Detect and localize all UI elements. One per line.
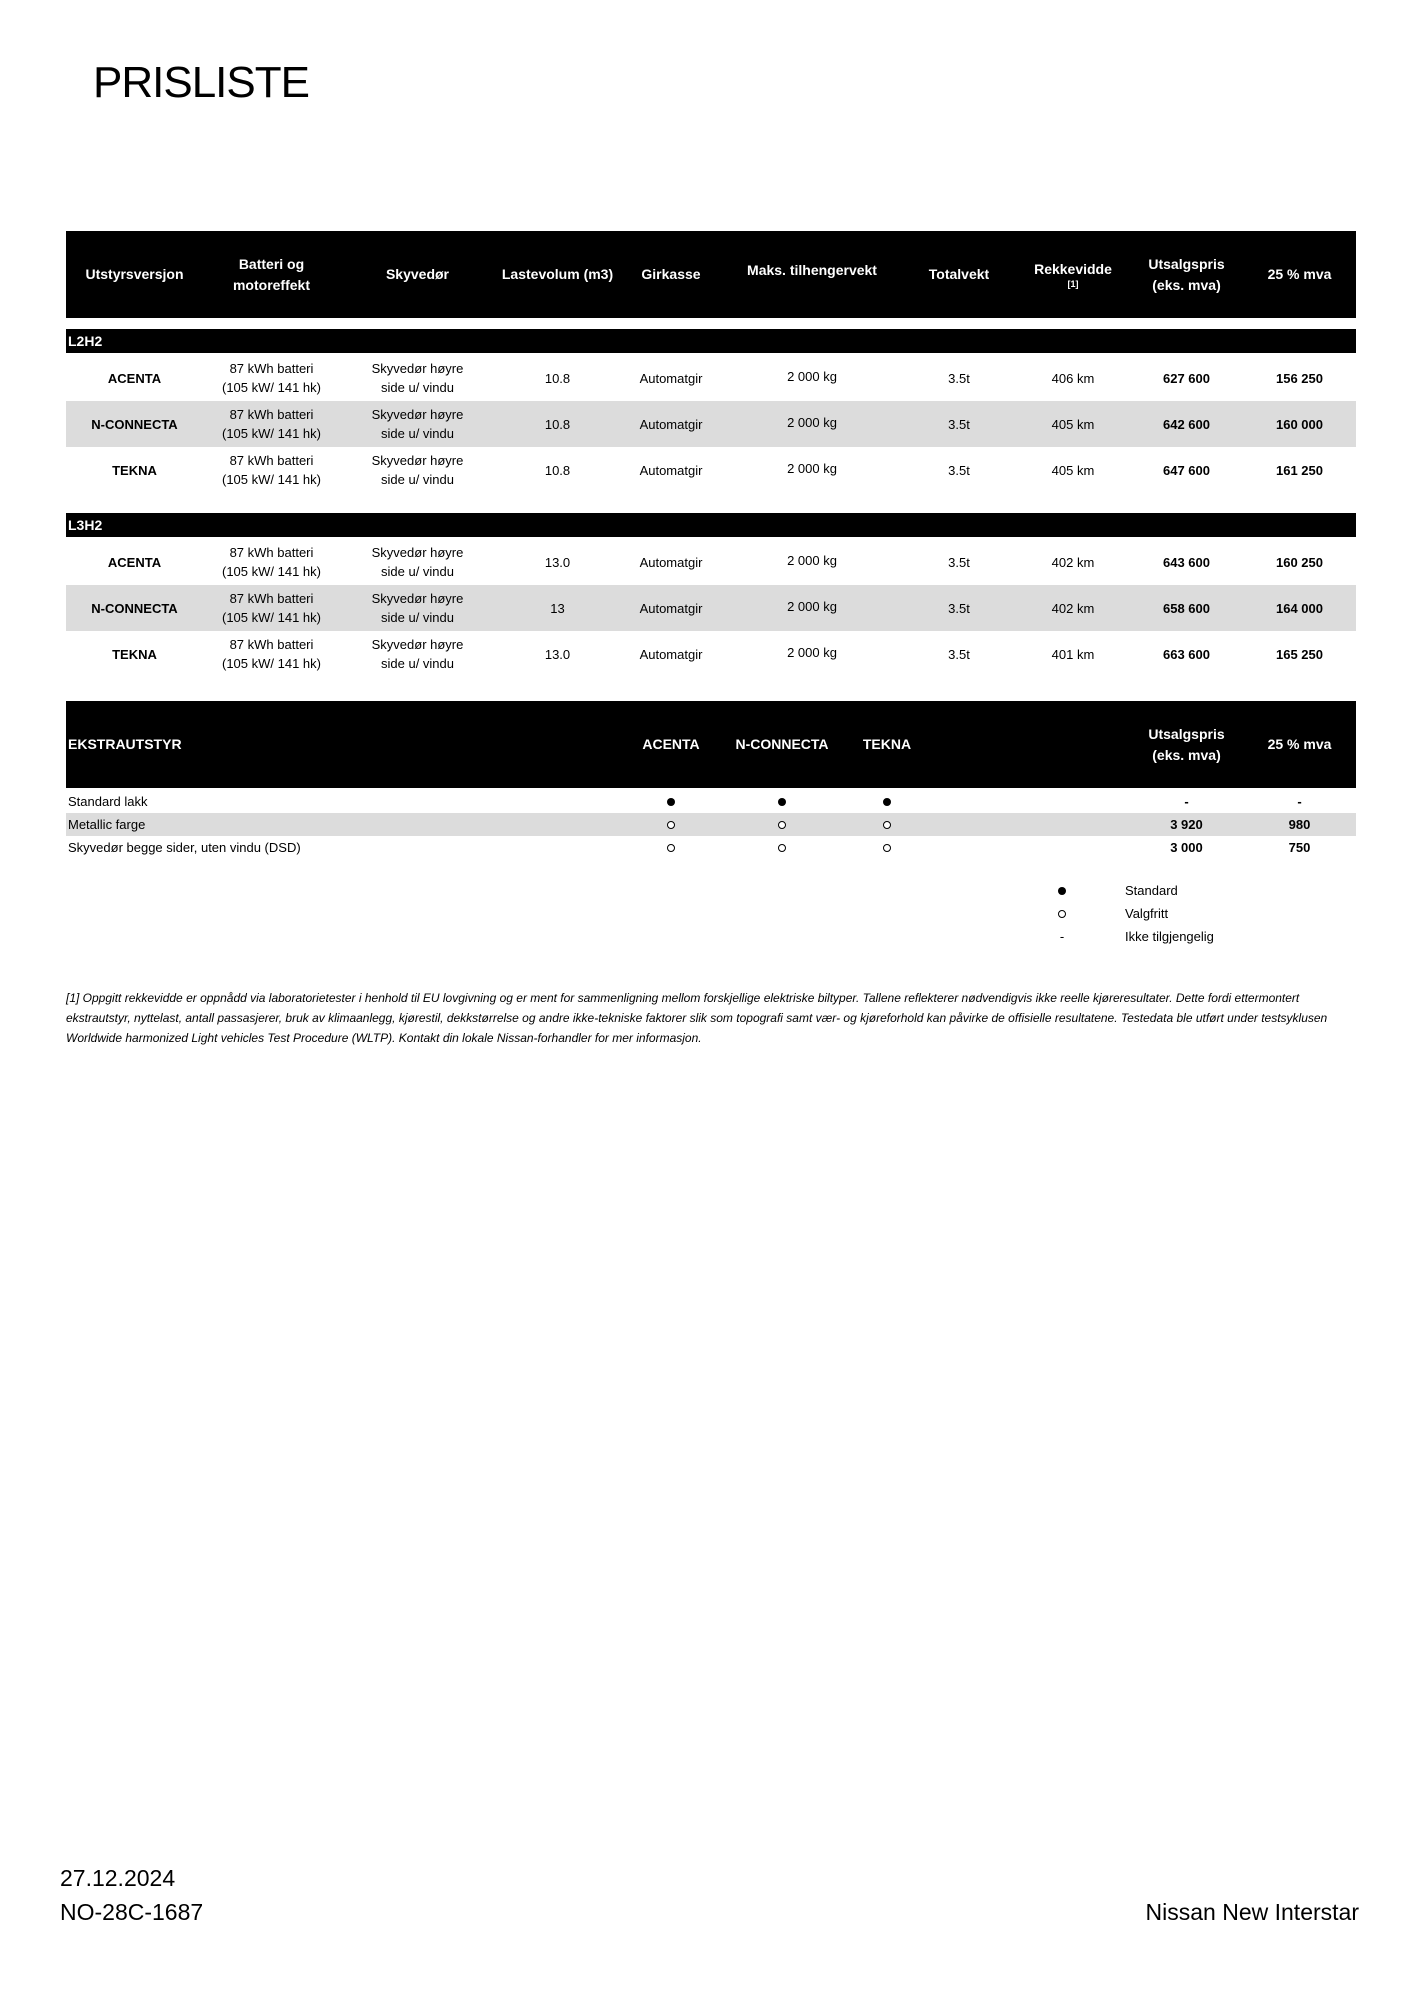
cell-price: 627 600: [1163, 370, 1210, 386]
cell-price: 658 600: [1163, 600, 1210, 616]
extras-price: 3 920: [1170, 817, 1203, 832]
cell-battery: 87 kWh batteri (105 kW/ 141 hk): [222, 453, 321, 487]
table-row: [66, 631, 1356, 677]
header-max-trailer: Maks. tilhengervekt: [747, 262, 877, 278]
cell-total-weight: 3.5t: [948, 462, 970, 478]
cell-vat: 156 250: [1276, 370, 1323, 386]
cell-vat: 161 250: [1276, 462, 1323, 478]
price-table-header: [66, 231, 1356, 318]
optional-ring-icon: [722, 836, 842, 859]
cell-cargo-volume: 10.8: [544, 416, 571, 432]
cell-range: 401 km: [1051, 646, 1095, 662]
header-gearbox: Girkasse: [641, 266, 701, 282]
cell-battery: 87 kWh batteri (105 kW/ 141 hk): [222, 545, 321, 579]
section-label: L3H2: [68, 517, 103, 533]
footer-code: NO-28C-1687: [60, 1899, 204, 1925]
optional-ring-icon: [842, 813, 932, 836]
section-l2h2: [66, 329, 1356, 353]
cell-price: 647 600: [1163, 462, 1210, 478]
dash-icon: -: [1059, 929, 1065, 944]
extras-price: -: [1184, 794, 1189, 809]
cell-vat: 160 250: [1276, 554, 1323, 570]
cell-version: TEKNA: [112, 462, 157, 478]
legend-label: Valgfritt: [1125, 906, 1169, 921]
optional-ring-icon: [620, 836, 722, 859]
cell-total-weight: 3.5t: [948, 554, 970, 570]
cell-price: 642 600: [1163, 416, 1210, 432]
table-row: [66, 447, 1356, 493]
cell-range: 405 km: [1051, 416, 1095, 432]
cell-total-weight: 3.5t: [948, 370, 970, 386]
table-row: [66, 401, 1356, 447]
cell-vat: 164 000: [1276, 600, 1323, 616]
header-n-connecta: N-CONNECTA: [735, 736, 829, 752]
cell-price: 663 600: [1163, 646, 1210, 662]
cell-range: 402 km: [1051, 600, 1095, 616]
extras-vat: 980: [1288, 817, 1311, 832]
cell-max-trailer: 2 000 kg: [787, 598, 837, 614]
extras-label: Metallic farge: [68, 817, 146, 832]
extras-vat: -: [1297, 794, 1302, 809]
optional-ring-icon: [1040, 903, 1084, 925]
cell-gearbox: Automatgir: [639, 600, 703, 616]
optional-ring-icon: [842, 836, 932, 859]
legend-label: Ikke tilgjengelig: [1125, 929, 1214, 944]
header-tekna: TEKNA: [862, 736, 912, 752]
header-battery: Batteri og motoreffekt: [232, 255, 310, 293]
cell-gearbox: Automatgir: [639, 462, 703, 478]
cell-total-weight: 3.5t: [948, 646, 970, 662]
header-price: Utsalgspris (eks. mva): [1148, 725, 1225, 763]
extras-table-header: [66, 701, 1356, 788]
cell-total-weight: 3.5t: [948, 416, 970, 432]
cell-sliding-door: Skyvedør høyre side u/ vindu: [371, 361, 464, 395]
extras-row: [66, 836, 1356, 859]
cell-gearbox: Automatgir: [639, 554, 703, 570]
header-vat: 25 % mva: [1267, 736, 1332, 752]
cell-vat: 165 250: [1276, 646, 1323, 662]
cell-total-weight: 3.5t: [948, 600, 970, 616]
range-footnote: [1] Oppgitt rekkevidde er oppnådd via laboratorietester i henhold til EU lovgivning og er ment for sammenligning mellom forskjellige elektriske biltyper. Tallene reflekterer nødvendigvis ikke reelle kjøreresultater. Dette fordi ettermontert ekstrautstyr, nyttelast, antall passasjerer, bruk av klimaanlegg, kjørestil, dekkstørrelse og andre ikke-tekniske faktorer slik som topografi samt vær- og kjøreforhold kan påvirke de offisielle resultatene. Testedata ble utført under testsyklusen Worldwide harmonized Light vehicles Test Procedure (WLTP). Kontakt din lokale Nissan-forhandler for mer informasjon.: [66, 991, 1328, 1045]
cell-max-trailer: 2 000 kg: [787, 552, 837, 568]
cell-range: 402 km: [1051, 554, 1095, 570]
header-range-label: Rekkevidde: [1034, 260, 1112, 277]
cell-battery: 87 kWh batteri (105 kW/ 141 hk): [222, 361, 321, 395]
cell-cargo-volume: 13: [550, 600, 565, 616]
header-sliding-door: Skyvedør: [385, 266, 450, 282]
cell-version: TEKNA: [112, 646, 157, 662]
cell-version: N-CONNECTA: [91, 600, 178, 616]
cell-range: 406 km: [1051, 370, 1095, 386]
cell-range: 405 km: [1051, 462, 1095, 478]
cell-sliding-door: Skyvedør høyre side u/ vindu: [371, 453, 464, 487]
table-row: [66, 585, 1356, 631]
header-cargo-volume: Lastevolum (m3): [501, 266, 614, 282]
cell-cargo-volume: 10.8: [544, 370, 571, 386]
footer-date: 27.12.2024: [60, 1865, 176, 1891]
page-title: PRISLISTE: [93, 58, 309, 107]
standard-dot-icon: [1040, 880, 1084, 902]
legend-label: Standard: [1125, 883, 1178, 898]
header-extras: EKSTRAUTSTYR: [68, 736, 182, 752]
extras-vat: 750: [1288, 840, 1311, 855]
table-row: [66, 355, 1356, 401]
cell-battery: 87 kWh batteri (105 kW/ 141 hk): [222, 591, 321, 625]
header-acenta: ACENTA: [642, 736, 700, 752]
cell-version: N-CONNECTA: [91, 416, 178, 432]
cell-gearbox: Automatgir: [639, 370, 703, 386]
header-price: Utsalgspris (eks. mva): [1148, 255, 1225, 293]
extras-label: Skyvedør begge sider, uten vindu (DSD): [68, 840, 301, 855]
cell-max-trailer: 2 000 kg: [787, 368, 837, 384]
header-version: Utstyrsversjon: [85, 266, 184, 282]
cell-version: ACENTA: [107, 554, 162, 570]
cell-vat: 160 000: [1276, 416, 1323, 432]
extras-price: 3 000: [1170, 840, 1203, 855]
header-vat: 25 % mva: [1267, 266, 1332, 282]
standard-dot-icon: [722, 790, 842, 813]
section-label: L2H2: [68, 333, 103, 349]
footer-brand: Nissan New Interstar: [1145, 1899, 1359, 1925]
cell-max-trailer: 2 000 kg: [787, 414, 837, 430]
cell-version: ACENTA: [107, 370, 162, 386]
optional-ring-icon: [620, 813, 722, 836]
header-range: [1016, 231, 1130, 318]
cell-sliding-door: Skyvedør høyre side u/ vindu: [371, 637, 464, 671]
optional-ring-icon: [722, 813, 842, 836]
header-total-weight: Totalvekt: [928, 266, 990, 282]
cell-cargo-volume: 10.8: [544, 462, 571, 478]
cell-battery: 87 kWh batteri (105 kW/ 141 hk): [222, 637, 321, 671]
table-row: [66, 539, 1356, 585]
cell-cargo-volume: 13.0: [544, 646, 571, 662]
extras-row: [66, 790, 1356, 813]
cell-sliding-door: Skyvedør høyre side u/ vindu: [371, 591, 464, 625]
cell-battery: 87 kWh batteri (105 kW/ 141 hk): [222, 407, 321, 441]
cell-gearbox: Automatgir: [639, 416, 703, 432]
cell-max-trailer: 2 000 kg: [787, 460, 837, 476]
header-range-footnote-mark: [1]: [1067, 278, 1079, 289]
cell-sliding-door: Skyvedør høyre side u/ vindu: [371, 545, 464, 579]
cell-cargo-volume: 13.0: [544, 554, 571, 570]
section-l3h2: [66, 513, 1356, 537]
extras-row: [66, 813, 1356, 836]
standard-dot-icon: [842, 790, 932, 813]
cell-sliding-door: Skyvedør høyre side u/ vindu: [371, 407, 464, 441]
cell-price: 643 600: [1163, 554, 1210, 570]
cell-max-trailer: 2 000 kg: [787, 644, 837, 660]
extras-label: Standard lakk: [68, 794, 148, 809]
cell-gearbox: Automatgir: [639, 646, 703, 662]
standard-dot-icon: [620, 790, 722, 813]
